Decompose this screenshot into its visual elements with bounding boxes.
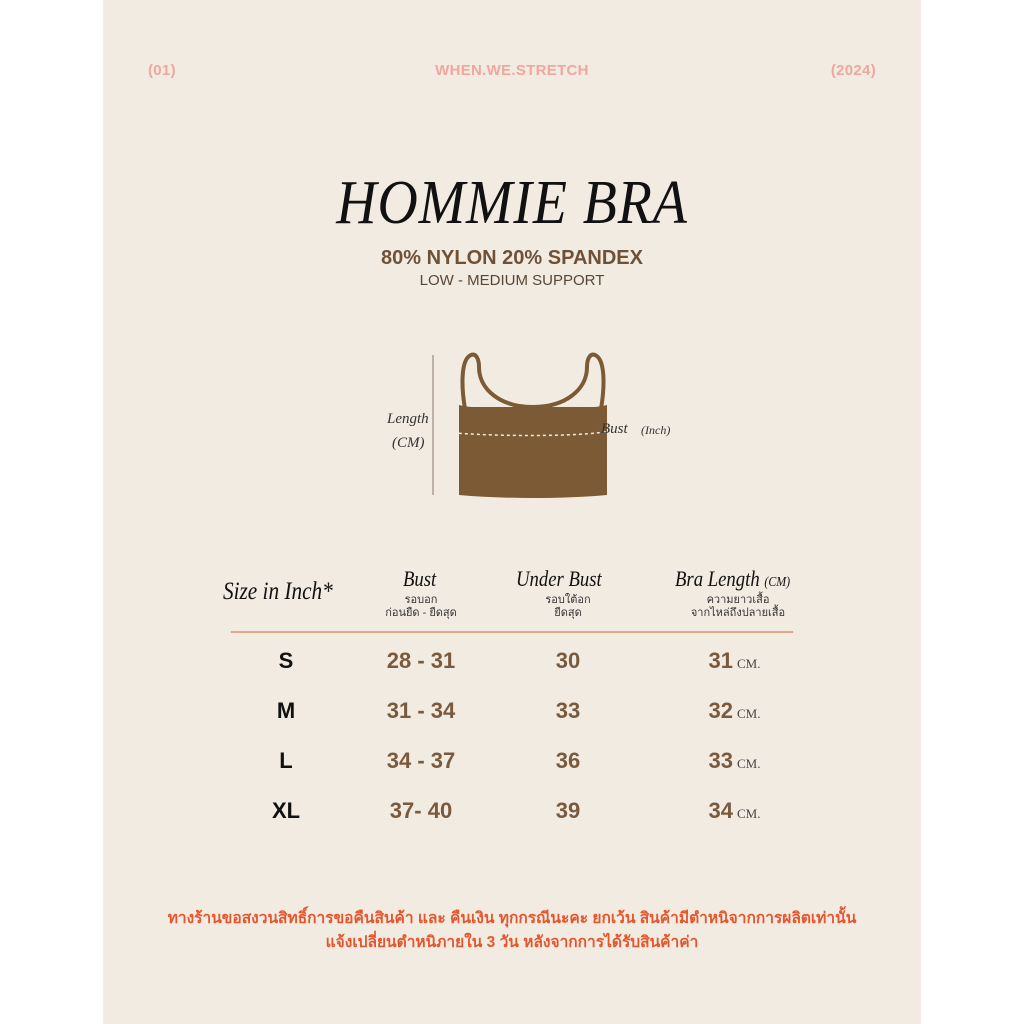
- bra-diagram: [361, 345, 681, 505]
- size-cell: XL: [271, 798, 301, 823]
- bust-sub-line1: รอบอก: [404, 594, 438, 606]
- under-bust-subheader: [508, 594, 628, 620]
- length-cell: 34: [708, 798, 733, 823]
- bust-cell: 34 - 37: [386, 748, 456, 773]
- size-header: Size in Inch*: [223, 578, 333, 605]
- table-row: [103, 748, 921, 778]
- length-unit-cell: CM.: [737, 756, 761, 771]
- under-sub-line1: รอบใต้อก: [545, 594, 591, 606]
- size-cell: L: [279, 748, 293, 773]
- size-cell: S: [278, 648, 294, 673]
- product-title: HOMMIE BRA: [336, 169, 688, 237]
- length-header-unit: (CM): [764, 575, 791, 590]
- under-bust-cell: 39: [555, 798, 581, 823]
- brand-name: WHEN.WE.STRETCH: [435, 62, 589, 79]
- length-sub-line1: ความยาวเสื้อ: [706, 594, 770, 606]
- under-bust-cell: 30: [555, 648, 581, 673]
- under-bust-cell: 36: [555, 748, 581, 773]
- bust-cell: 28 - 31: [386, 648, 456, 673]
- length-label: Length: [387, 411, 429, 427]
- table-row: [103, 698, 921, 728]
- under-sub-line2: ยืดสุด: [554, 607, 582, 619]
- bust-cell: 37- 40: [389, 798, 453, 823]
- page-number: (01): [148, 62, 176, 79]
- length-cell: 32: [708, 698, 733, 723]
- size-chart-card: [103, 0, 921, 1024]
- bra-straps: [463, 355, 604, 409]
- length-cell: 31: [708, 648, 733, 673]
- bra-body: [459, 405, 607, 498]
- table-row: [103, 798, 921, 828]
- length-unit-cell: CM.: [737, 706, 761, 721]
- length-unit-cell: CM.: [737, 806, 761, 821]
- bust-subheader: [361, 594, 481, 620]
- length-unit-cell: CM.: [737, 656, 761, 671]
- bust-unit: (Inch): [641, 423, 671, 437]
- length-header-text: Bra Length: [675, 566, 760, 591]
- under-bust-header: Under Bust: [516, 566, 602, 591]
- return-policy-line1: ทางร้านขอสงวนสิทธิ์การขอคืนสินค้า และ คืนเงิน ทุกกรณีนะคะ ยกเว้น สินค้ามีตำหนิจากการผลิตเท่านั้น: [167, 910, 857, 927]
- product-material: 80% NYLON 20% SPANDEX: [381, 247, 643, 269]
- header-divider: [231, 631, 793, 633]
- bust-cell: 31 - 34: [386, 698, 456, 723]
- return-policy-line2: แจ้งเปลี่ยนตำหนิภายใน 3 วัน หลังจากการได้รับสินค้าค่า: [325, 934, 699, 951]
- length-sub-line2: จากไหล่ถึงปลายเสื้อ: [690, 607, 786, 619]
- length-subheader: [663, 594, 813, 620]
- bust-label: Bust: [601, 421, 628, 437]
- under-bust-cell: 33: [555, 698, 581, 723]
- table-row: [103, 648, 921, 678]
- size-cell: M: [276, 698, 296, 723]
- year-label: (2024): [830, 62, 876, 79]
- bust-header: Bust: [403, 566, 437, 591]
- length-unit: (CM): [392, 435, 425, 451]
- length-header: [675, 566, 790, 592]
- length-cell: 33: [708, 748, 733, 773]
- bust-sub-line2: ก่อนยืด - ยืดสุด: [385, 607, 457, 619]
- product-support: LOW - MEDIUM SUPPORT: [419, 272, 605, 289]
